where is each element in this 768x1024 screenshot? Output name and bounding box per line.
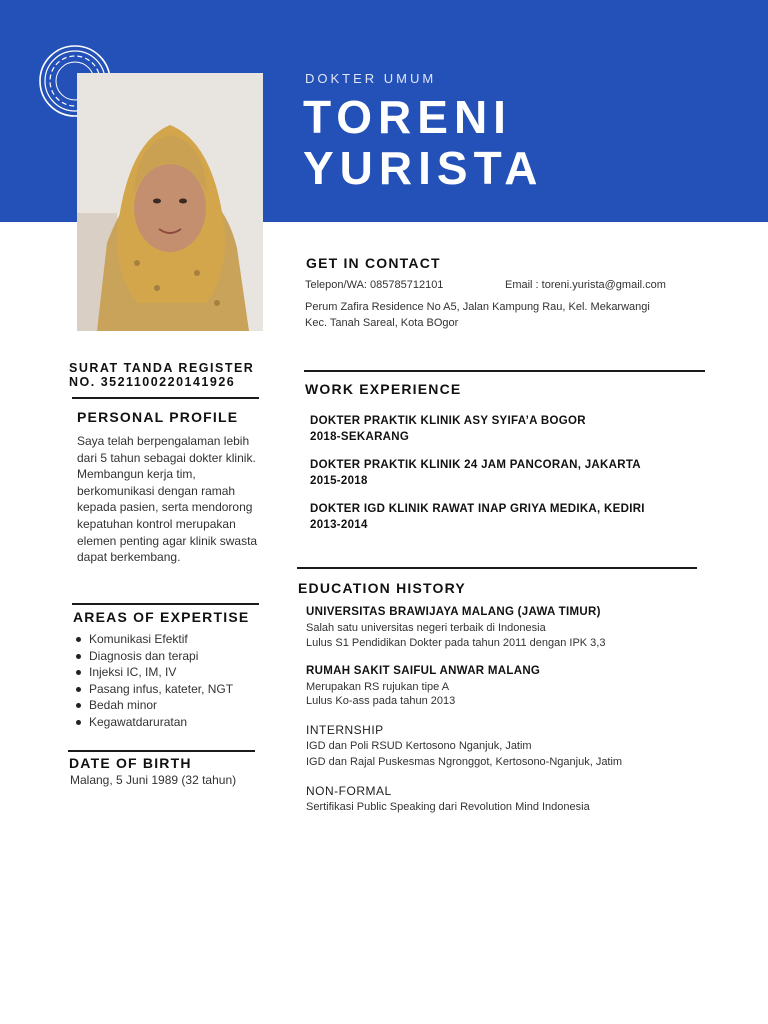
job-period: 2018-SEKARANG xyxy=(310,430,410,443)
registration-number: NO. 3521100220141926 xyxy=(69,375,236,389)
work-heading: WORK EXPERIENCE xyxy=(305,381,462,397)
divider xyxy=(72,397,259,399)
job-period: 2013-2014 xyxy=(310,518,368,531)
contact-email: Email : toreni.yurista@gmail.com xyxy=(505,279,666,291)
first-name: TORENI xyxy=(303,91,512,143)
education-line: Salah satu universitas negeri terbaik di Indonesia xyxy=(306,622,546,634)
expertise-heading: AREAS OF EXPERTISE xyxy=(73,609,250,625)
internship-heading: INTERNSHIP xyxy=(306,723,384,737)
job-title: DOKTER PRAKTIK KLINIK 24 JAM PANCORAN, JAKARTA xyxy=(310,459,641,471)
job-period: 2015-2018 xyxy=(310,474,368,487)
education-line: Lulus Ko-ass pada tahun 2013 xyxy=(306,695,456,707)
last-name: YURISTA xyxy=(303,142,544,194)
birth-heading: DATE OF BIRTH xyxy=(69,755,192,771)
list-item: Pasang infus, kateter, NGT xyxy=(75,681,233,698)
contact-phone: Telepon/WA: 085785712101 xyxy=(305,279,444,291)
internship-line: IGD dan Poli RSUD Kertosono Nganjuk, Jatim xyxy=(306,740,532,752)
registration-line1: SURAT TANDA REGISTER xyxy=(69,361,255,375)
registration xyxy=(69,361,254,389)
education-heading: EDUCATION HISTORY xyxy=(298,580,466,596)
list-item: Injeksi IC, IM, IV xyxy=(75,664,233,681)
education-line: Merupakan RS rujukan tipe A xyxy=(306,681,450,693)
job-title: DOKTER PRAKTIK KLINIK ASY SYIFA’A BOGOR xyxy=(310,415,586,427)
divider xyxy=(297,567,697,569)
job-entry xyxy=(310,414,586,445)
list-item: Bedah minor xyxy=(75,697,233,714)
job-title: DOKTER IGD KLINIK RAWAT INAP GRIYA MEDIKA, KEDIRI xyxy=(310,503,645,515)
list-item: Kegawatdaruratan xyxy=(75,714,233,731)
contact-address-line1: Perum Zafira Residence No A5, Jalan Kampung Rau, Kel. Mekarwangi xyxy=(305,301,650,313)
birth-value: Malang, 5 Juni 1989 (32 tahun) xyxy=(70,773,237,787)
job-entry xyxy=(310,458,641,489)
divider xyxy=(72,603,259,605)
divider xyxy=(68,750,255,752)
internship-line: IGD dan Rajal Puskesmas Ngronggot, Kertosono-Nganjuk, Jatim xyxy=(306,756,623,768)
expertise-list xyxy=(75,631,233,731)
contact-heading: GET IN CONTACT xyxy=(306,255,441,271)
profile-photo xyxy=(77,73,263,331)
education-title: RUMAH SAKIT SAIFUL ANWAR MALANG xyxy=(306,665,541,677)
person-name xyxy=(303,92,544,194)
divider xyxy=(304,370,705,372)
job-role: DOKTER UMUM xyxy=(305,71,437,86)
nonformal-heading: NON-FORMAL xyxy=(306,784,392,798)
contact-address-line2: Kec. Tanah Sareal, Kota BOgor xyxy=(305,317,459,329)
list-item: Diagnosis dan terapi xyxy=(75,648,233,665)
education-line: Lulus S1 Pendidikan Dokter pada tahun 2011 dengan IPK 3,3 xyxy=(306,637,606,649)
profile-heading: PERSONAL PROFILE xyxy=(77,409,239,425)
profile-text: Saya telah berpengalaman lebih dari 5 tahun sebagai dokter klinik. Membangun kerja tim, berkomunikasi dengan ramah kepada pasien, serta mendorong kepatuhan kontrol merupakan elemen penting agar klinik swasta dapat berkembang. xyxy=(77,434,258,565)
list-item: Komunikasi Efektif xyxy=(75,631,233,648)
nonformal-line: Sertifikasi Public Speaking dari Revolution Mind Indonesia xyxy=(306,801,590,813)
job-entry xyxy=(310,502,645,533)
education-title: UNIVERSITAS BRAWIJAYA MALANG (JAWA TIMUR) xyxy=(306,606,601,618)
